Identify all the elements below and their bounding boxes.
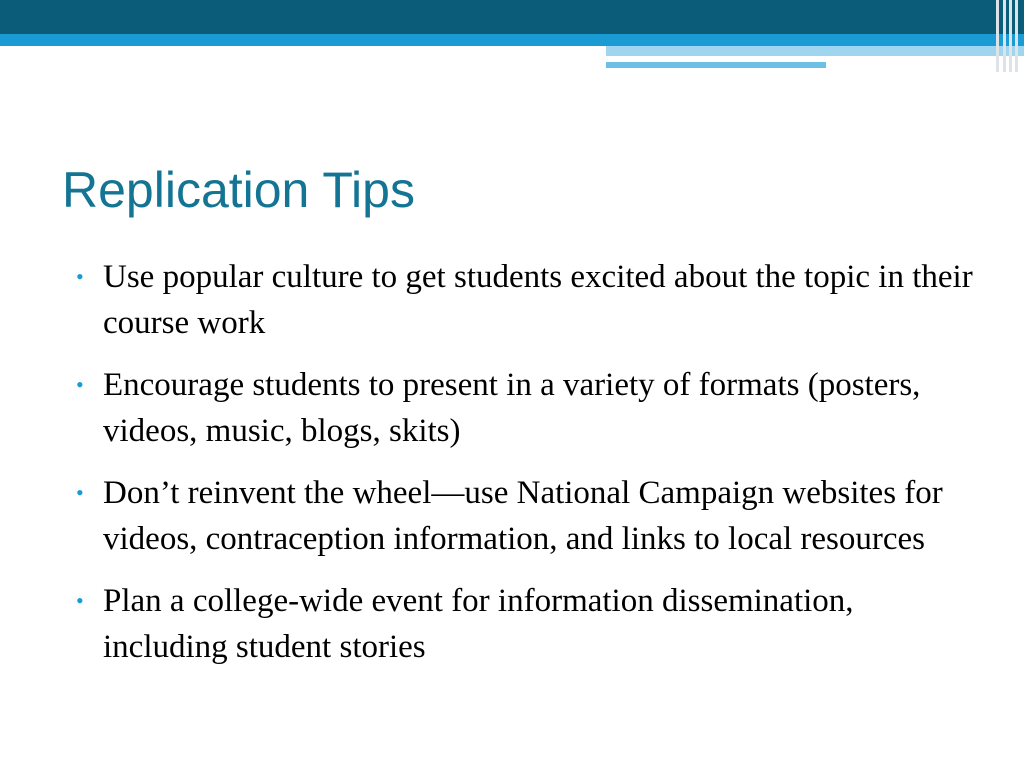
bullet-text: Don’t reinvent the wheel—use National Campaign websites for videos, contraception information, and links to local resources [103, 475, 943, 557]
header-band-divider [606, 56, 948, 59]
header-band-mid [0, 34, 1024, 46]
bullet-text: Use popular culture to get students excited about the topic in their course work [103, 259, 973, 341]
bullet-text: Plan a college-wide event for information dissemination, including student stories [103, 583, 854, 665]
bullet-item [76, 254, 976, 346]
bullet-list [76, 254, 976, 686]
header-band-light [606, 46, 1024, 56]
bullet-item [76, 470, 976, 562]
bullet-item [76, 578, 976, 670]
bullet-text: Encourage students to present in a variety of formats (posters, videos, music, blogs, skits) [103, 367, 921, 449]
bullet-icon: • [76, 372, 84, 397]
bullet-icon: • [76, 588, 84, 613]
header-band-light-accent [606, 62, 826, 68]
bullet-item [76, 362, 976, 454]
bullet-icon: • [76, 264, 84, 289]
header-right-stripes [994, 0, 1024, 72]
bullet-icon: • [76, 480, 84, 505]
slide-title: Replication Tips [62, 162, 415, 218]
header-band-dark [0, 0, 1024, 34]
header-decoration-band [0, 0, 1024, 72]
